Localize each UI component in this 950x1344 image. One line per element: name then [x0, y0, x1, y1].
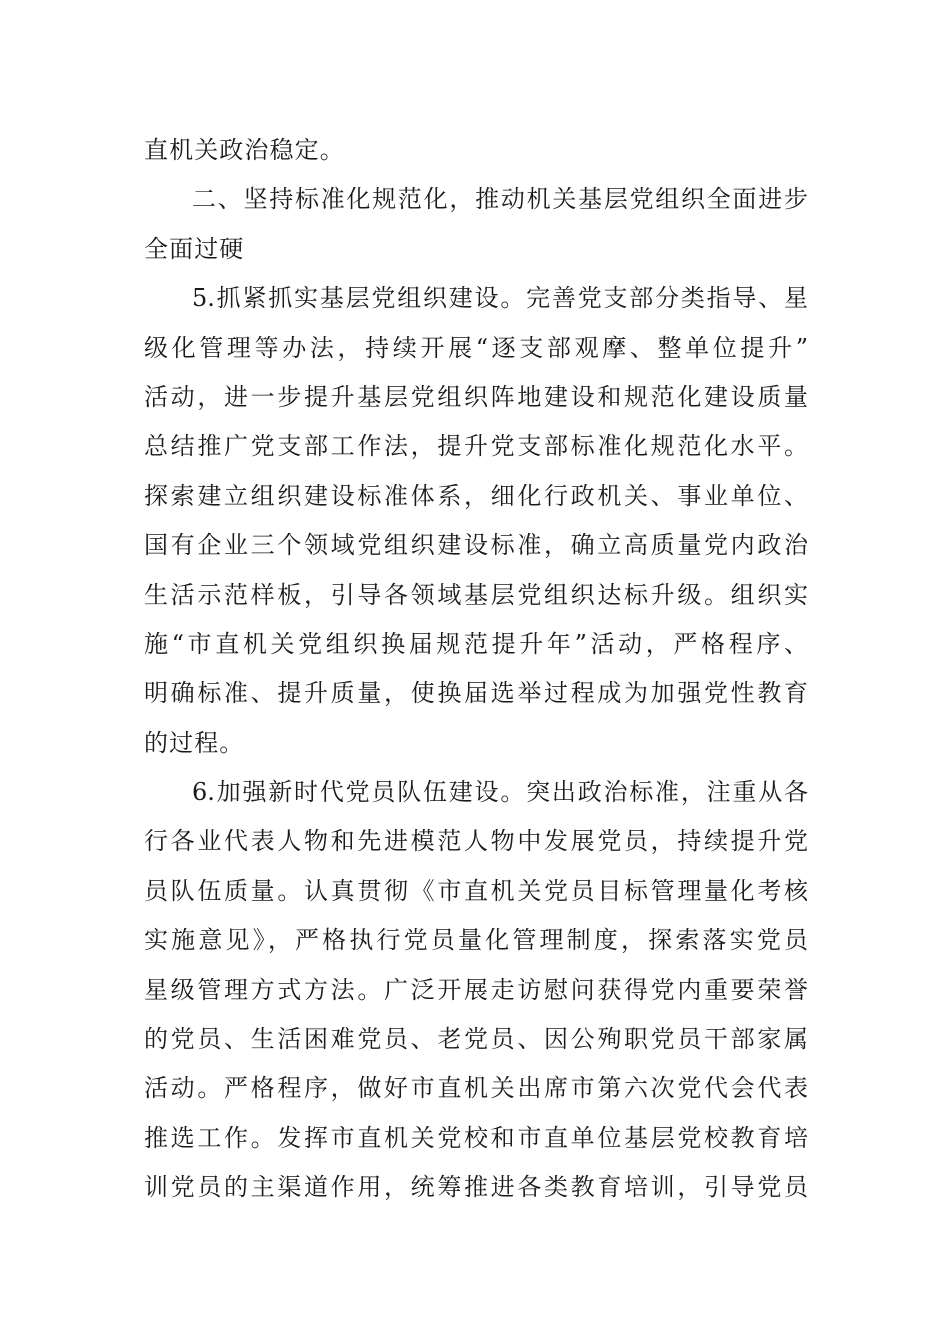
text-line: 活动，进一步提升基层党组织阵地建设和规范化建设质量 [144, 382, 808, 411]
text-line: 生活示范样板，引导各领域基层党组织达标升级。组织实 [144, 580, 808, 609]
text-line: 星级管理方式方法。广泛开展走访慰问获得党内重要荣誉 [144, 975, 808, 1004]
text-line: 5.抓紧抓实基层党组织建设。完善党支部分类指导、星 [192, 284, 808, 313]
text-line: 级化管理等办法，持续开展“逐支部观摩、整单位提升” [144, 333, 808, 362]
text-line: 施“市直机关党组织换届规范提升年”活动，严格程序、 [144, 629, 808, 658]
text-line: 实施意见》，严格执行党员量化管理制度，探索落实党员 [144, 926, 808, 955]
text-line: 推选工作。发挥市直机关党校和市直单位基层党校教育培 [144, 1123, 808, 1152]
text-line: 二、坚持标准化规范化，推动机关基层党组织全面进步 [192, 185, 808, 214]
text-line: 的过程。 [144, 728, 245, 757]
text-line: 直机关政治稳定。 [144, 136, 345, 164]
text-line: 明确标准、提升质量，使换届选举过程成为加强党性教育 [144, 679, 808, 708]
text-line: 的党员、生活困难党员、老党员、因公殉职党员干部家属 [144, 1025, 808, 1054]
text-line: 员队伍质量。认真贯彻《市直机关党员目标管理量化考核 [144, 876, 808, 905]
text-line: 活动。严格程序，做好市直机关出席市第六次党代会代表 [144, 1074, 808, 1103]
text-line: 6.加强新时代党员队伍建设。突出政治标准，注重从各 [192, 778, 808, 807]
document-body [144, 126, 808, 1213]
text-line: 全面过硬 [144, 234, 245, 263]
text-line: 总结推广党支部工作法，提升党支部标准化规范化水平。 [144, 432, 808, 461]
text-line: 训党员的主渠道作用，统筹推进各类教育培训，引导党员 [144, 1173, 808, 1202]
text-line: 行各业代表人物和先进模范人物中发展党员，持续提升党 [144, 827, 808, 856]
text-line: 国有企业三个领域党组织建设标准，确立高质量党内政治 [144, 531, 808, 560]
text-line: 探索建立组织建设标准体系，细化行政机关、事业单位、 [144, 481, 808, 510]
